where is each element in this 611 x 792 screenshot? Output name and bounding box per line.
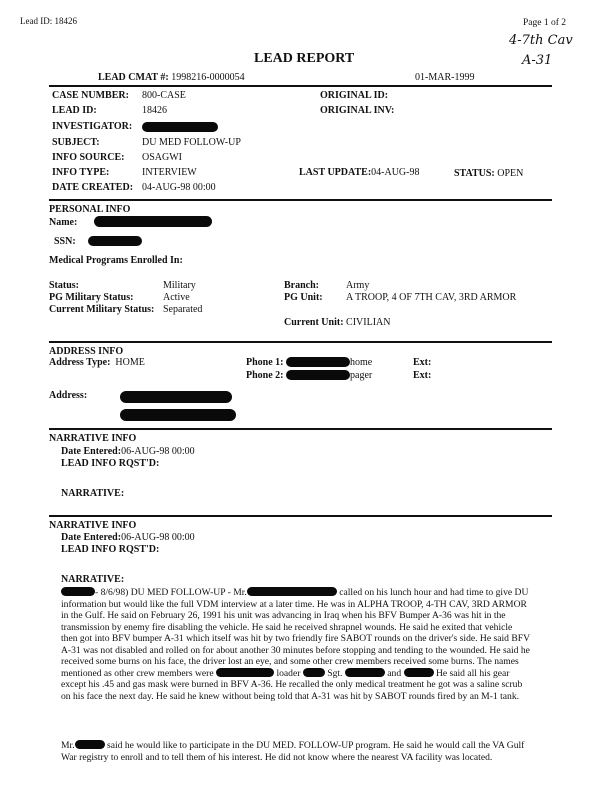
narrative-paragraph-1: - 8/6/98) DU MED FOLLOW-UP - Mr. called on his lunch hour and had time to give DU information but would like the full VDM interview at a later time. He was in ALPHA TROOP, 4-TH CAV, 3RD ARMOR in the Gulf. He said on February 26, 1991 his unit was advancing in Iraq when his BFV Bumper A-36 was hit in the transmission by enemy fire disabling the vehicle. He said he received shrapnel wounds. He said he exited that vehicle then got into BFV bumper A-31 which itself was hit by two friendly fire SABOT rounds on the driver's side. He said BFV A-31 was not disabled and rolled on for about another 30 minutes before stopping and tending to the wounded. He said he received some burns on his face, the driver lost an eye, and some other crew members received some burns. The names mentioned as other crew members were loader Sgt. and He said all his gear except his .45 and gas mask were burned in BFV A-36. He recalled the only medical treatment he got was a saline scrub on his face the next day. He said he knew without being told that A-31 was hit by SABOT rounds fired by an M-1 tank.: [61, 587, 530, 702]
divider: [49, 515, 552, 517]
section-personal-info: PERSONAL INFO: [49, 204, 131, 215]
phone2-ext-label: Ext:: [413, 370, 432, 381]
info-source-value: OSAGWI: [142, 152, 182, 163]
case-number-value: 800-CASE: [142, 90, 186, 101]
redaction: [286, 370, 350, 380]
branch-value: Army: [346, 280, 370, 291]
redaction: [120, 409, 236, 421]
current-status-label: Current Military Status:: [49, 304, 155, 315]
current-status-value: Separated: [163, 304, 203, 315]
narrative-label-2: NARRATIVE:: [61, 574, 125, 585]
branch-label: Branch:: [284, 280, 319, 291]
redaction: [216, 668, 274, 677]
divider: [49, 199, 552, 201]
phone2-type: pager: [350, 370, 373, 381]
redaction: [75, 740, 105, 749]
section-address-info: ADDRESS INFO: [49, 346, 124, 357]
redaction: [286, 357, 350, 367]
handwritten-note-a31: A-31: [522, 53, 553, 68]
address-type: Address Type: HOME: [49, 357, 145, 368]
subject-value: DU MED FOLLOW-UP: [142, 137, 241, 148]
ssn-label: SSN:: [54, 236, 76, 247]
info-type-value: INTERVIEW: [142, 167, 197, 178]
redaction: [88, 236, 142, 246]
info-source-label: INFO SOURCE:: [52, 152, 125, 163]
lead-id-header: Lead ID: 18426: [20, 16, 77, 26]
lead-info-rqstd-1: LEAD INFO RQST'D:: [61, 458, 160, 469]
status-value: Military: [163, 280, 196, 291]
handwritten-note-cav: 4-7th Cav: [509, 33, 573, 48]
section-narrative-info-1: NARRATIVE INFO: [49, 433, 137, 444]
pg-status-value: Active: [163, 292, 190, 303]
status: STATUS: OPEN: [454, 168, 524, 179]
lead-id-value: 18426: [142, 105, 167, 116]
cmat-number: LEAD CMAT #: 1998216-0000054: [98, 72, 245, 83]
section-narrative-info-2: NARRATIVE INFO: [49, 520, 137, 531]
phone1-ext-label: Ext:: [413, 357, 432, 368]
redaction: [404, 668, 434, 677]
info-type-label: INFO TYPE:: [52, 167, 110, 178]
divider: [49, 85, 552, 87]
pg-status-label: PG Military Status:: [49, 292, 134, 303]
name-label: Name:: [49, 217, 78, 228]
pg-unit-label: PG Unit:: [284, 292, 323, 303]
narrative-paragraph-2: Mr. said he would like to participate in the DU MED. FOLLOW-UP program. He said he would call the VA Gulf War registry to enroll and to tell them of his interest. He did not know where the nearest VA facility was located.: [61, 740, 525, 763]
programs-label: Medical Programs Enrolled In:: [49, 255, 183, 266]
subject-label: SUBJECT:: [52, 137, 100, 148]
report-date: 01-MAR-1999: [415, 72, 475, 83]
pg-unit-value: A TROOP, 4 OF 7TH CAV, 3RD ARMOR: [346, 292, 517, 303]
last-update: LAST UPDATE:04-AUG-98: [299, 167, 420, 178]
date-created-value: 04-AUG-98 00:00: [142, 182, 216, 193]
address-label: Address:: [49, 390, 88, 401]
current-unit: Current Unit: CIVILIAN: [284, 317, 391, 328]
phone1-type: home: [350, 357, 373, 368]
redaction: [61, 587, 95, 596]
narrative-label-1: NARRATIVE:: [61, 488, 125, 499]
case-number-label: CASE NUMBER:: [52, 90, 129, 101]
redaction: [142, 122, 218, 132]
original-id-label: ORIGINAL ID:: [320, 90, 389, 101]
date-created-label: DATE CREATED:: [52, 182, 134, 193]
divider: [49, 428, 552, 430]
page-number: Page 1 of 2: [523, 18, 567, 28]
redaction: [247, 587, 337, 596]
redaction: [94, 216, 212, 227]
date-entered-2: Date Entered:06-AUG-98 00:00: [61, 532, 195, 543]
lead-id-label: LEAD ID:: [52, 105, 97, 116]
original-inv-label: ORIGINAL INV:: [320, 105, 395, 116]
status-label: Status:: [49, 280, 80, 291]
investigator-label: INVESTIGATOR:: [52, 121, 133, 132]
date-entered-1: Date Entered:06-AUG-98 00:00: [61, 446, 195, 457]
page-title: LEAD REPORT: [254, 51, 355, 66]
redaction: [120, 391, 232, 403]
lead-info-rqstd-2: LEAD INFO RQST'D:: [61, 544, 160, 555]
redaction: [303, 668, 325, 677]
redaction: [345, 668, 385, 677]
phone2-label: Phone 2:: [246, 370, 284, 381]
phone1-label: Phone 1:: [246, 357, 284, 368]
divider: [49, 341, 552, 343]
